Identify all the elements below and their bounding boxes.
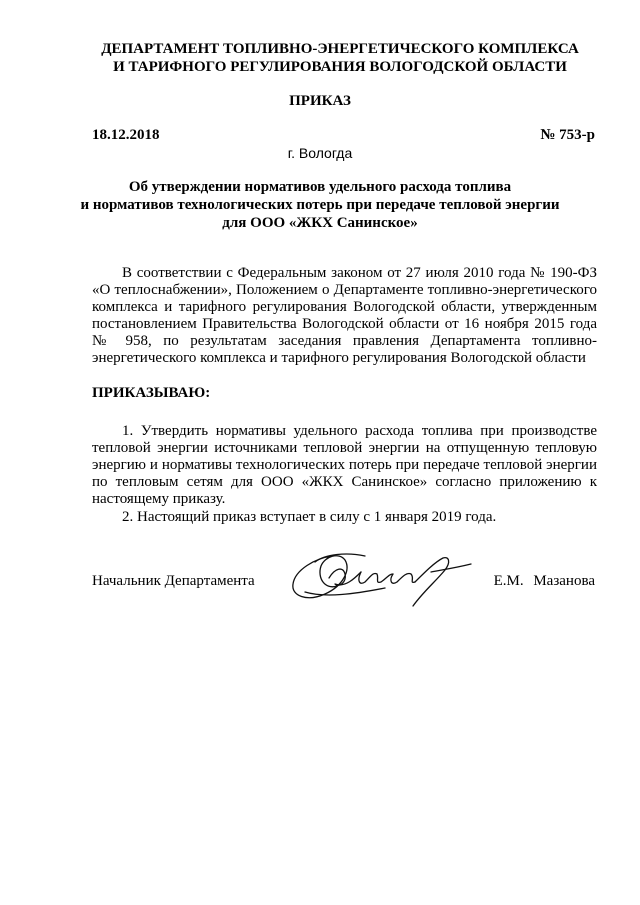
signatory-name: Е.М. Мазанова: [493, 573, 595, 589]
decree-word: ПРИКАЗЫВАЮ:: [92, 385, 211, 401]
order-date: 18.12.2018: [92, 127, 160, 143]
order-title: ПРИКАЗ: [289, 93, 351, 109]
preamble-paragraph: [92, 265, 597, 367]
department-header-line1: ДЕПАРТАМЕНТ ТОПЛИВНО-ЭНЕРГЕТИЧЕСКОГО КОМПЛЕКСА: [101, 41, 579, 57]
subject-line1: Об утверждении нормативов удельного расхода топлива: [128, 179, 512, 195]
department-header: [60, 40, 620, 76]
order-number: № 753-р: [540, 127, 595, 143]
order-subject: [60, 178, 580, 232]
subject-line3: для ООО «ЖКХ Санинское»: [222, 215, 418, 231]
preamble-text: В соответствии с Федеральным законом от 27 июля 2010 года № 190-ФЗ «О теплоснабжении», Положением о Департаменте топливно-энергетического комплекса и тарифного регулирования Вологодской области, утвержденным постановлением Правительства Вологодской области от 16 ноября 2015 года № 958, по результатам заседания правления Департамента топливно-энергетического комплекса и тарифного регулирования Вологодской области: [92, 265, 597, 366]
item-1-text: 1. Утвердить нормативы удельного расхода топлива при производстве тепловой энергии источниками тепловой энергии на отпущенную тепловую энергию и нормативы технологических потерь при передаче тепловой энергии по тепловым сетям для ООО «ЖКХ Санинское» согласно приложению к настоящему приказу.: [92, 423, 597, 507]
item-2-paragraph: 2. Настоящий приказ вступает в силу с 1 января 2019 года.: [122, 509, 497, 525]
item-1-paragraph: [92, 423, 597, 508]
order-city: г. Вологда: [287, 145, 353, 161]
signatory-position: Начальник Департамента: [92, 573, 255, 589]
handwritten-signature: [285, 548, 475, 610]
department-header-line2: И ТАРИФНОГО РЕГУЛИРОВАНИЯ ВОЛОГОДСКОЙ ОБЛАСТИ: [113, 59, 567, 75]
subject-line2: и нормативов технологических потерь при передаче тепловой энергии: [80, 197, 560, 213]
